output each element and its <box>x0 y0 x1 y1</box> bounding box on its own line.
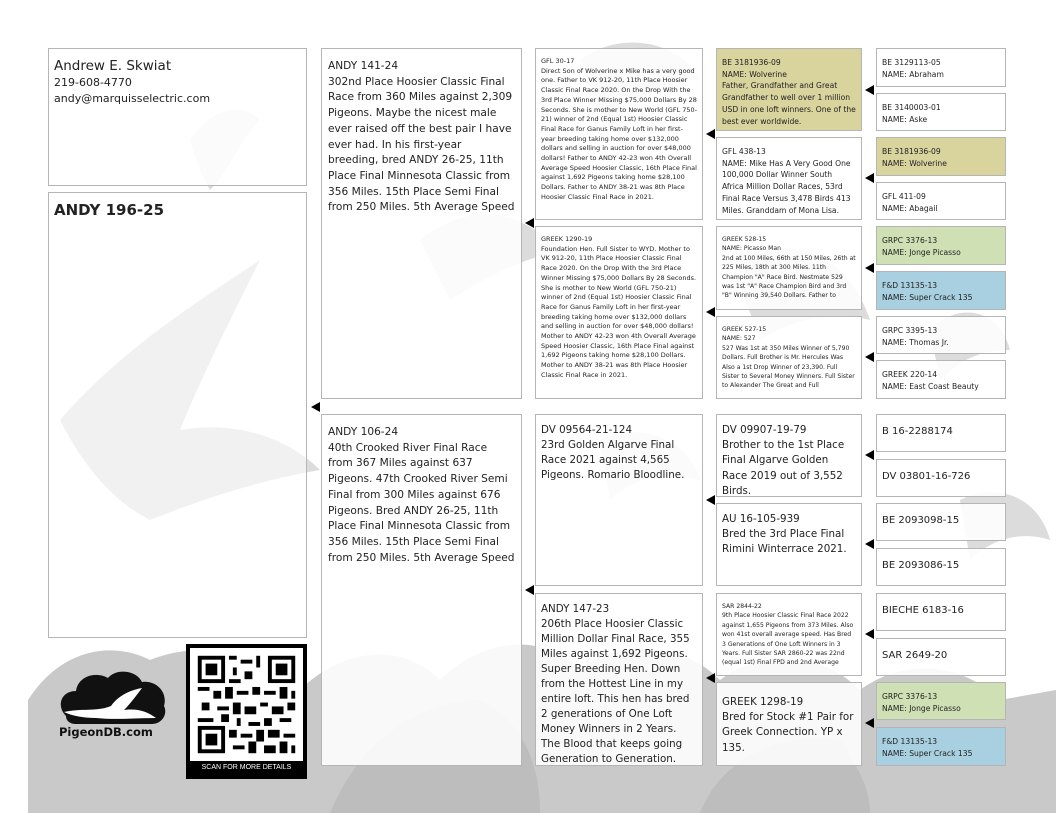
ring-number: GRPC 3376-13 <box>882 692 938 701</box>
description: 527 Was 1st at 350 Miles Winner of 5,790 Dollars. Full Brother is Mr. Hercules Was Also a 1st Drop Winner of 23,390. Full Sister to Several Money Winners. Full Sister to Alexander The Great and Full <box>722 344 855 390</box>
arrow-left-icon <box>706 129 715 139</box>
dam-description: 40th Crooked River Final Race from 367 Miles against 637 Pigeons. 47th Crooked River Semi Final from 300 Miles against 676 Pigeons. Bred ANDY 26-25, 11th Place Final Minnesota Classic from 356 Miles. 15th Place Semi Final from 250 Miles. 5th Average Speed <box>328 441 515 564</box>
gen4-card-6 <box>876 271 1006 310</box>
gen4-card-15 <box>876 682 1006 720</box>
gen4-card-3 <box>876 137 1006 176</box>
arrow-left-icon <box>525 585 534 595</box>
dss-card <box>716 414 862 497</box>
ring-number: DV 09907-19-79 <box>722 424 807 436</box>
arrow-left-icon <box>865 263 874 273</box>
ring-number: GREEK 527-15 <box>722 326 767 333</box>
bird-name: NAME: 527 <box>722 335 756 343</box>
dam-dam-card <box>535 593 703 766</box>
ring-number: BE 3181936-09 <box>722 58 781 67</box>
owner-info-card <box>48 48 307 186</box>
arrow-left-icon <box>525 218 534 228</box>
bird-name: NAME: Super Crack 135 <box>882 292 973 302</box>
gen4-card-2 <box>876 93 1006 131</box>
description: Direct Son of Wolverine x Mike has a very good one. Father to VK 912-20, 11th Place Hoosier Classic Final Race 2020. On the Drop With the 3rd Place Winner Missing $75,000 Dollars By 28 Seconds. She is mother to New World (GFL 750-21) winner of 2nd (Equal 1st) Hoosier Classic Final Race for Ganus Family Loft in her first-year breeding taking home over $132,000 dollars and selling in auction for over $48,000 dollars! Father to ANDY 42-23 won 4th Overall Average Speed Hoosier Classic, 16th Place Final against 1,692 Pigeons taking home $28,100 Dollars. Father to ANDY 38-21 was 8th Place Hoosier Classic Final Race in 2021. <box>541 66 698 201</box>
dds-card <box>716 593 862 676</box>
ring-number: GREEK 1290-19 <box>541 235 593 243</box>
gen4-card-14 <box>876 638 1006 676</box>
bird-name: NAME: Jonge Picasso <box>882 703 961 713</box>
ddd-card <box>716 682 862 766</box>
gen4-card-7 <box>876 316 1006 354</box>
ring-number: GFL 438-13 <box>722 147 766 156</box>
qr-code[interactable] <box>186 644 307 779</box>
ring-number: AU 16-105-939 <box>722 513 800 525</box>
arrow-left-icon <box>706 495 715 505</box>
gen4-card-12 <box>876 548 1006 586</box>
qr-caption: SCAN FOR MORE DETAILS <box>201 764 292 771</box>
gen4-card-11 <box>876 503 1006 541</box>
ring-number: BE 2093098-15 <box>882 515 960 526</box>
subject-ring-number: ANDY 196-25 <box>54 201 165 219</box>
bird-name: NAME: Mike Has A Very Good One <box>722 158 851 168</box>
arrow-left-icon <box>865 352 874 362</box>
ring-number: ANDY 147-23 <box>541 603 610 615</box>
bird-name: NAME: Wolverine <box>722 69 787 79</box>
gen4-card-10 <box>876 459 1006 497</box>
gen4-card-16 <box>876 727 1006 766</box>
description: Brother to the 1st Place Final Algarve Golden Race 2019 out of 3,552 Birds. <box>722 439 845 497</box>
owner-phone: 219-608-4770 <box>54 76 132 89</box>
arrow-left-icon <box>865 450 874 460</box>
bird-name: NAME: Abraham <box>882 69 944 79</box>
description: 100,000 Dollar Winner South Africa Million Dollar Races, 53rd Final Race Versus 3,478 Birds 413 Miles. Granddam of Mona Lisa. <box>722 170 851 215</box>
ring-number: DV 03801-16-726 <box>882 471 971 482</box>
ring-number: B 16-2288174 <box>882 426 953 437</box>
sire-description: 302nd Place Hoosier Classic Final Race from 360 Miles against 2,309 Pigeons. Maybe the nicest male ever raised off the best pair I have ever had. In his first-year breeding, bred ANDY 26-25, 11th Place Final Minnesota Classic from 356 Miles. 15th Place Semi Final from 250 Miles. 5th Average Speed <box>328 75 515 214</box>
bird-name: NAME: Super Crack 135 <box>882 748 973 758</box>
ring-number: GFL 411-09 <box>882 192 926 201</box>
description: Bred the 3rd Place Final Rimini Winterrace 2021. <box>722 528 847 556</box>
ssd-card <box>716 137 862 220</box>
gen4-card-13 <box>876 593 1006 631</box>
description: 23rd Golden Algarve Final Race 2021 against 4,565 Pigeons. Romario Bloodline. <box>541 439 685 481</box>
gen4-card-4 <box>876 182 1006 220</box>
arrow-left-icon <box>706 673 715 683</box>
gen4-card-8 <box>876 360 1006 399</box>
gen4-card-5 <box>876 226 1006 265</box>
arrow-left-icon <box>865 629 874 639</box>
description: 9th Place Hoosier Classic Final Race 2022 against 1,655 Pigeons from 373 Miles. Also won 41st overall average speed. Has Bred 3 Generations of One Loft Winners in 3 Years. Full Sister SAR 2860-22 was 22nd (equal 1st) Final FPD and 2nd Average <box>722 612 854 667</box>
sire-ring: ANDY 141-24 <box>328 60 399 72</box>
arrow-left-icon <box>311 402 320 412</box>
arrow-left-icon <box>865 718 874 728</box>
gen4-card-9 <box>876 414 1006 452</box>
bird-name: NAME: Abagail <box>882 203 938 213</box>
description: 2nd at 100 Miles, 66th at 150 Miles, 26th at 225 Miles, 18th at 300 Miles. 11th Champion "A" Race Bird. Nestmate 529 was 1st "A" Race Champion Bird and 3rd "B" Winning 39,540 Dollars. Father to <box>722 254 856 300</box>
ring-number: BIECHE 6183-16 <box>882 605 964 616</box>
sss-card <box>716 48 862 131</box>
ring-number: GREEK 220-14 <box>882 370 938 379</box>
arrow-left-icon <box>706 307 715 317</box>
sds-card <box>716 226 862 310</box>
description: Father, Grandfather and Great Grandfather to well over 1 million USD in one loft winners. One of the best ever worldwide. <box>722 81 856 126</box>
description: Foundation Hen. Full Sister to WYD. Mother to VK 912-20, 11th Place Hoosier Classic Final Race 2020. On the Drop With the 3rd Place Winner Missing $75,000 Dollars By 28 Seconds. She is mother to New World (GFL 750-21) winner of 2nd (Equal 1st) Hoosier Classic Final Race for Ganus Family Loft in her first-year breeding taking home over $132,000 dollars and selling in auction for over $48,000 dollars! Mother to ANDY 42-23 won 4th Overall Average Speed Hoosier Classic, 16th Place Final against 1,692 Pigeons taking home $28,100 Dollars. Mother to ANDY 38-21 was 8th Place Hoosier Classic Final Race in 2021. <box>541 244 697 379</box>
bird-name: NAME: Picasso Man <box>722 245 782 253</box>
bird-name: NAME: Jonge Picasso <box>882 247 961 257</box>
ring-number: SAR 2649-20 <box>882 650 948 661</box>
dam-card <box>321 414 522 766</box>
ring-number: BE 3181936-09 <box>882 147 941 156</box>
bird-name: NAME: East Coast Beauty <box>882 381 979 391</box>
description: Bred for Stock #1 Pair for Greek Connection. YP x 135. <box>722 711 854 754</box>
ring-number: BE 3140003-01 <box>882 103 941 112</box>
ring-number: F&D 13135-13 <box>882 281 938 290</box>
dsd-card <box>716 503 862 586</box>
ring-number: GRPC 3376-13 <box>882 236 938 245</box>
bird-name: NAME: Thomas Jr. <box>882 337 949 347</box>
ring-number: F&D 13135-13 <box>882 737 938 746</box>
arrow-left-icon <box>865 85 874 95</box>
sire-sire-card <box>535 48 703 220</box>
gen4-card-1 <box>876 48 1006 87</box>
sire-card <box>321 48 522 399</box>
ring-number: SAR 2844-22 <box>722 603 762 610</box>
ring-number: BE 3129113-05 <box>882 58 941 67</box>
ring-number: DV 09564-21-124 <box>541 424 633 436</box>
owner-email: andy@marquisselectric.com <box>54 92 211 105</box>
ring-number: BE 2093086-15 <box>882 560 960 571</box>
sdd-card <box>716 316 862 399</box>
logo-text: PigeonDB.com <box>59 725 153 739</box>
description: 206th Place Hoosier Classic Million Dollar Final Race, 355 Miles against 1,692 Pigeons. Super Breeding Hen. Down from the Hottest Line in my entire loft. This hen has bred 2 generations of One Loft Money Winners in 2 Years. The Blood that keeps going Generation to Generation. <box>541 618 690 765</box>
arrow-left-icon <box>865 173 874 183</box>
sire-dam-card <box>535 226 703 399</box>
dam-ring: ANDY 106-24 <box>328 426 399 438</box>
qr-pattern-icon <box>190 648 303 761</box>
ring-number: GREEK 1298-19 <box>722 696 804 708</box>
ring-number: GFL 30-17 <box>541 57 575 65</box>
bird-name: NAME: Aske <box>882 114 928 124</box>
dam-sire-card <box>535 414 703 586</box>
ring-number: GREEK 528-15 <box>722 236 767 243</box>
ring-number: GRPC 3395-13 <box>882 326 938 335</box>
arrow-left-icon <box>865 539 874 549</box>
bird-name: NAME: Wolverine <box>882 158 947 168</box>
owner-name: Andrew E. Skwiat <box>54 58 172 74</box>
subject-bird-card <box>48 192 307 638</box>
